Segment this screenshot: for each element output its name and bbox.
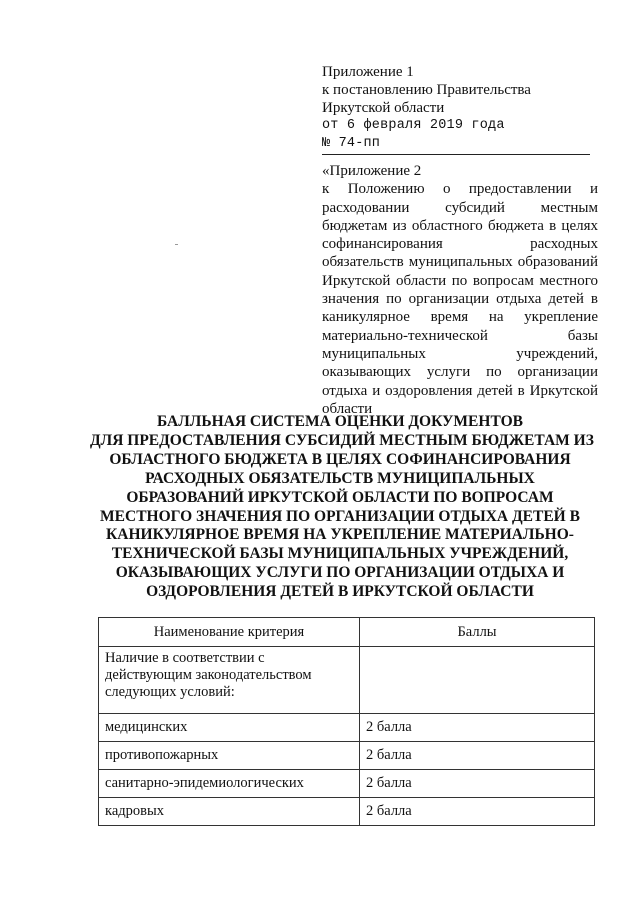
points-cell: 2 балла (360, 742, 595, 770)
appendix-1-header (322, 63, 594, 155)
title-line: ОБРАЗОВАНИЙ ИРКУТСКОЙ ОБЛАСТИ ПО ВОПРОСАМ (126, 488, 554, 506)
title-line: БАЛЛЬНАЯ СИСТЕМА ОЦЕНКИ ДОКУМЕНТОВ (157, 413, 523, 430)
document-title (90, 413, 594, 602)
criterion-cell: Наличие в соответствии с действующим законодательством следующих условий: (99, 647, 360, 714)
table-header-row (99, 618, 595, 647)
table-row (99, 798, 595, 826)
appendix-2-header (322, 162, 598, 418)
title-line: МЕСТНОГО ЗНАЧЕНИЯ ПО ОРГАНИЗАЦИИ ОТДЫХА ДЕТЕЙ В (100, 507, 580, 525)
table-row (99, 714, 595, 742)
points-cell: 2 балла (360, 798, 595, 826)
table-row (99, 647, 595, 714)
header-points: Баллы (360, 618, 595, 647)
table-row (99, 742, 595, 770)
points-cell: 2 балла (360, 770, 595, 798)
signature-rule (322, 154, 590, 155)
title-line: РАСХОДНЫХ ОБЯЗАТЕЛЬСТВ МУНИЦИПАЛЬНЫХ (145, 469, 535, 487)
appendix-1-title: Приложение 1 (322, 64, 414, 80)
appendix-2-title: «Приложение 2 (322, 163, 422, 179)
criterion-cell: медицинских (99, 714, 360, 742)
criterion-cell: кадровых (99, 798, 360, 826)
criteria-table (98, 617, 595, 826)
points-cell: 2 балла (360, 714, 595, 742)
criterion-cell: санитарно-эпидемиологических (99, 770, 360, 798)
appendix-1-region: Иркутской области (322, 100, 445, 116)
title-line: ДЛЯ ПРЕДОСТАВЛЕНИЯ СУБСИДИЙ МЕСТНЫМ БЮДЖЕТАМ ИЗ (90, 431, 594, 449)
table-row (99, 770, 595, 798)
title-line: ОЗДОРОВЛЕНИЯ ДЕТЕЙ В ИРКУТСКОЙ ОБЛАСТИ (146, 583, 534, 601)
header-criterion: Наименование критерия (99, 618, 360, 647)
appendix-1-resolution: к постановлению Правительства (322, 82, 531, 98)
appendix-2-body: к Положению о предоставлении и расходовании субсидий местным бюджетам из областного бюджета в целях софинансирования расходных обязательств муниципальных образований Иркутской области по вопросам местного значения по организации отдыха детей в каникулярное время на укрепление материально-технической базы муниципальных учреждений, оказывающих услуги по организации отдыха и оздоровления детей в Иркутской области (322, 181, 598, 417)
title-line: КАНИКУЛЯРНОЕ ВРЕМЯ НА УКРЕПЛЕНИЕ МАТЕРИАЛЬНО- (106, 526, 574, 544)
title-line: ОКАЗЫВАЮЩИХ УСЛУГИ ПО ОРГАНИЗАЦИИ ОТДЫХА И (115, 564, 565, 582)
appendix-1-number: № 74-пп (322, 136, 381, 151)
scan-speck (175, 244, 178, 245)
appendix-1-date: от 6 февраля 2019 года (322, 118, 505, 133)
title-line: ОБЛАСТНОГО БЮДЖЕТА В ЦЕЛЯХ СОФИНАНСИРОВАНИЯ (109, 450, 571, 468)
title-line: ТЕХНИЧЕСКОЙ БАЗЫ МУНИЦИПАЛЬНЫХ УЧРЕЖДЕНИЙ, (111, 545, 569, 563)
points-cell (360, 647, 595, 714)
criterion-cell: противопожарных (99, 742, 360, 770)
